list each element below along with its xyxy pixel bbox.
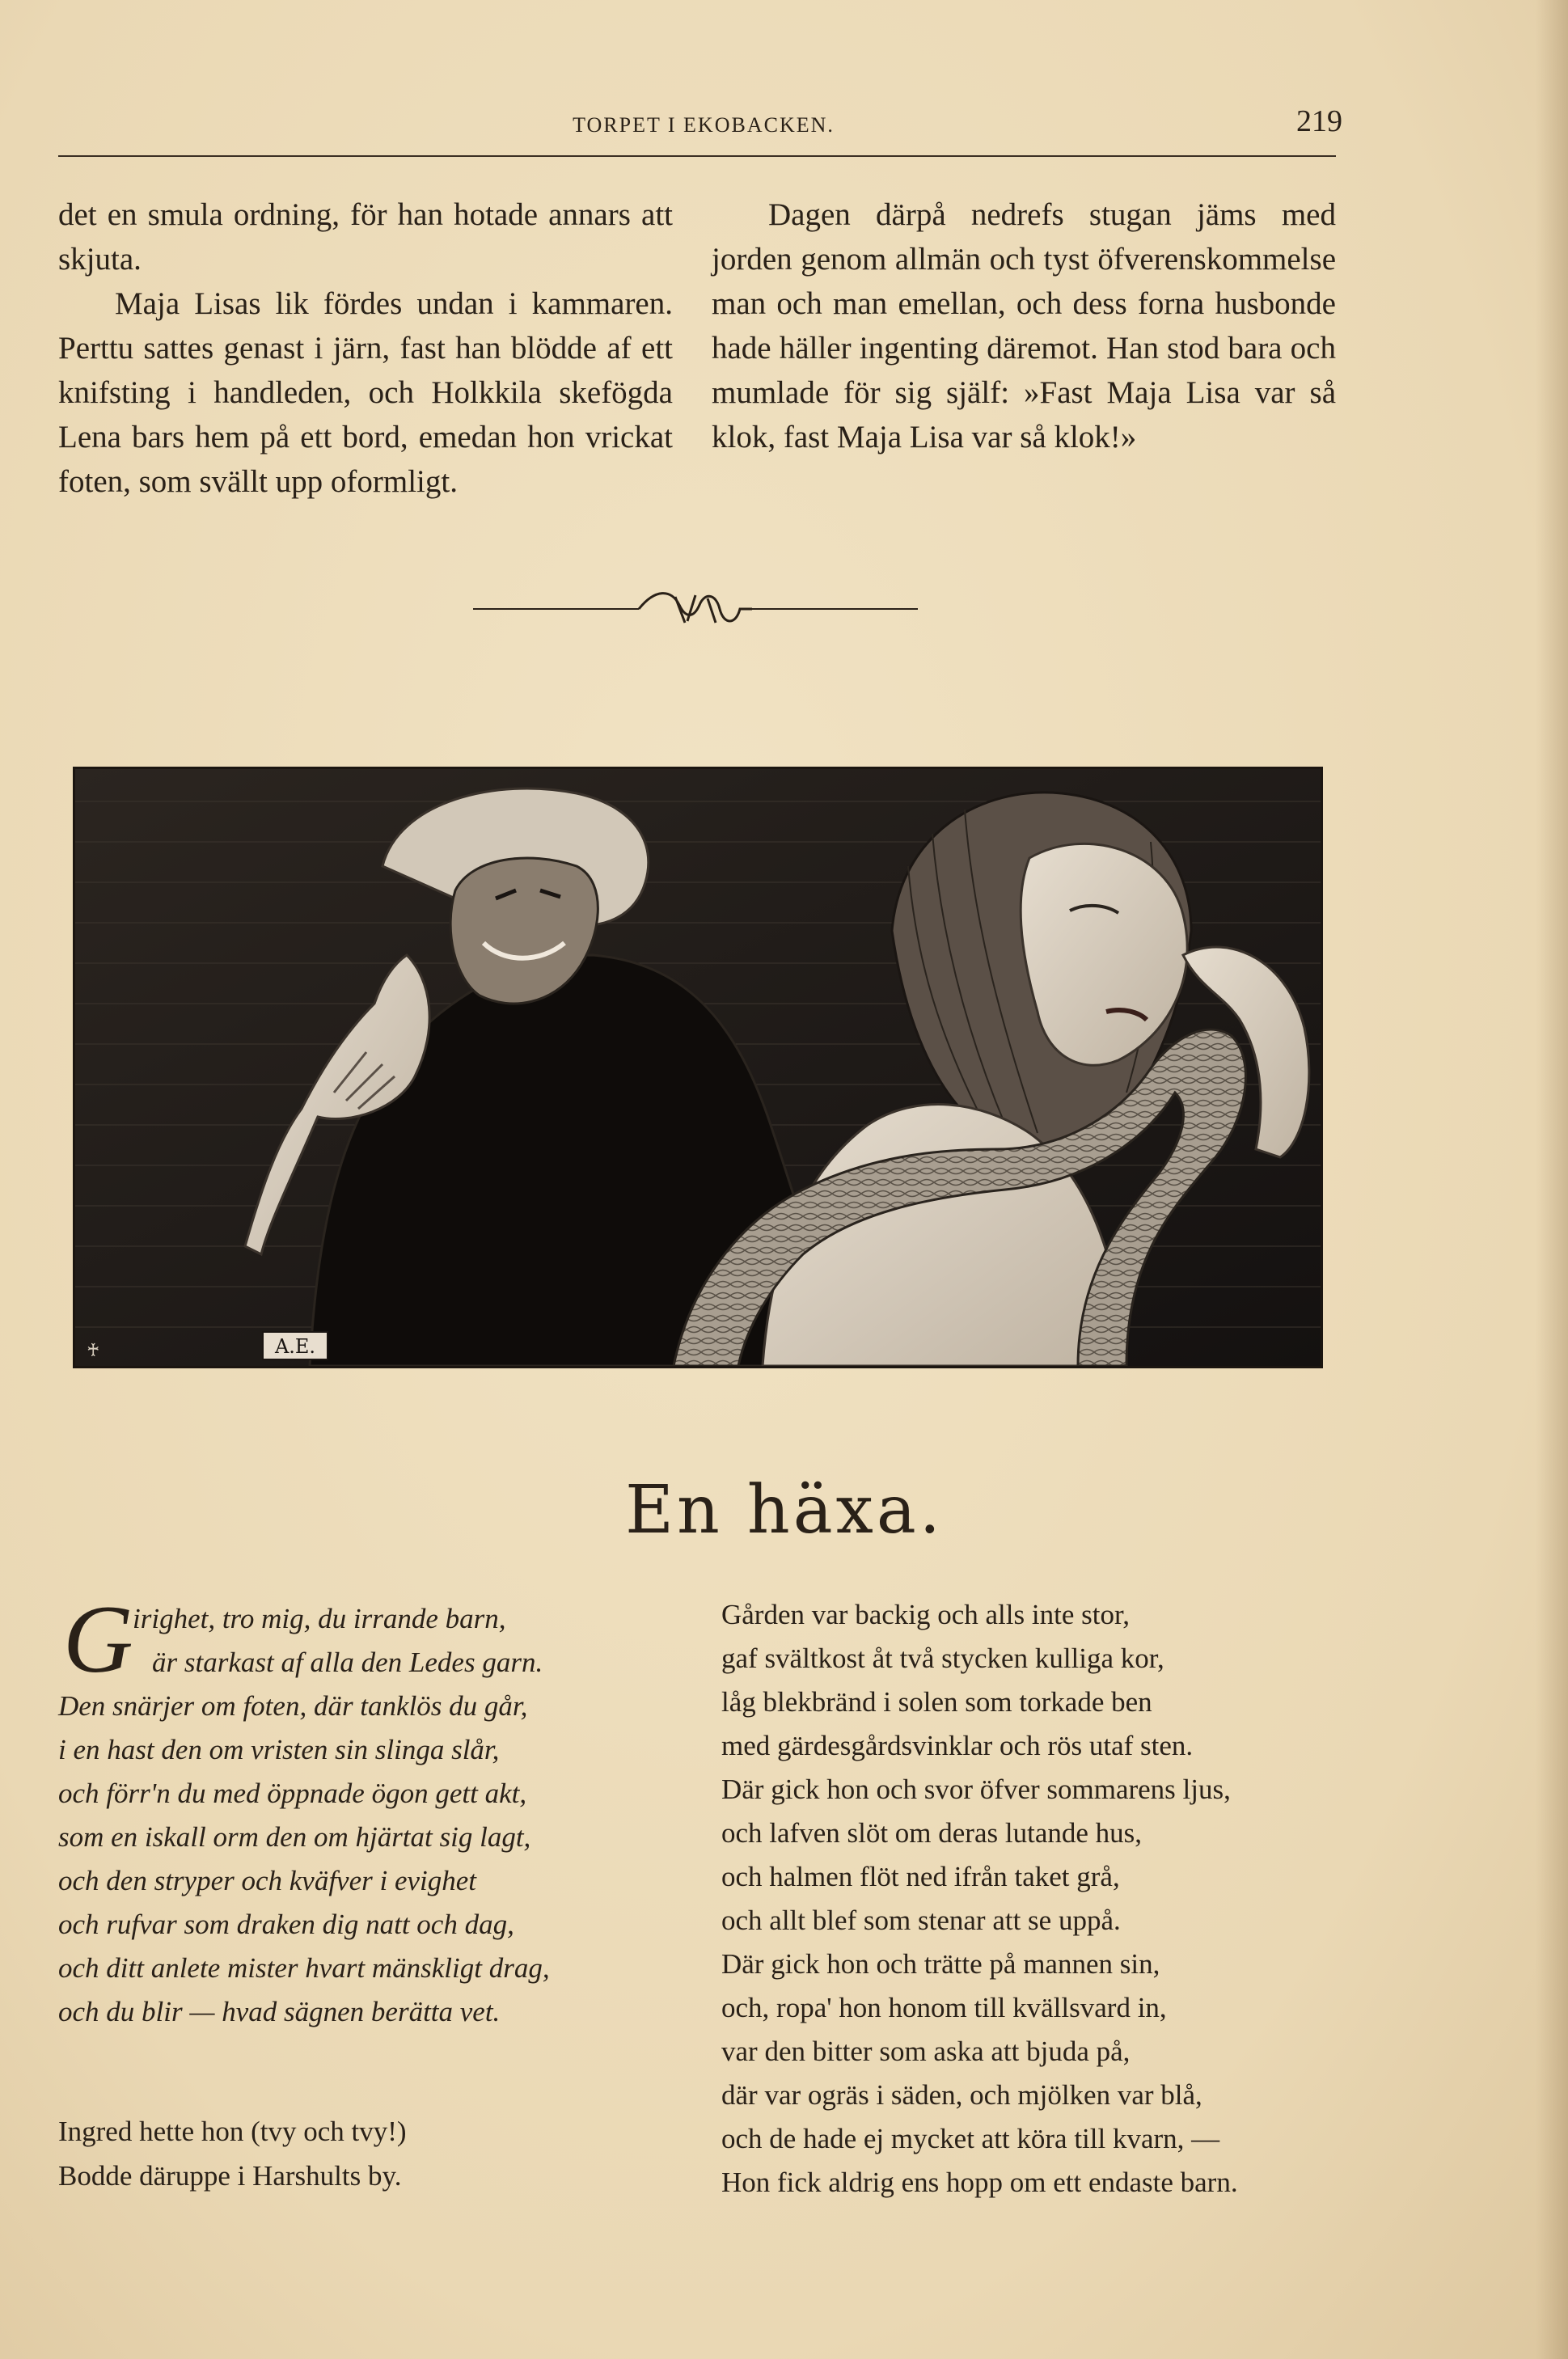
running-head: TORPET I EKOBACKEN.: [573, 113, 835, 137]
poem-line: Ingred hette hon (tvy och tvy!): [58, 2116, 407, 2147]
poem-line: och rufvar som draken dig natt och dag,: [58, 1909, 514, 1940]
page-edge-shadow: [1536, 0, 1568, 2359]
poem-left-column: [58, 1585, 673, 2034]
poem-line: Hon fick aldrig ens hopp om ett endaste barn.: [721, 2167, 1238, 2198]
poem-line: var den bitter som aska att bjuda på,: [721, 2036, 1131, 2067]
poem-line: låg blekbränd i solen som torkade ben: [721, 1686, 1152, 1718]
prose-paragraph: det en smula ordning, för han hotade annars att skjuta.: [58, 197, 673, 277]
prose-paragraph: Maja Lisas lik fördes undan i kammaren. Perttu sattes genast i järn, fast han blödde af ett knifsting i handleden, och Holkkila skefögda Lena bars hem på ett bord, emedan hon vrickat foten, som svällt upp oformligt.: [58, 286, 673, 499]
illustration-corner-mark: ♰: [87, 1341, 100, 1361]
poem-line: irighet, tro mig, du irrande barn,: [133, 1603, 506, 1634]
poem-line: och du blir — hvad sägnen berätta vet.: [58, 1996, 501, 2027]
poem-line: Där gick hon och trätte på mannen sin,: [721, 1948, 1160, 1980]
poem-line: med gärdesgårdsvinklar och rös utaf sten.: [721, 1730, 1194, 1761]
poem-line: gaf svältkost åt två stycken kulliga kor,: [721, 1642, 1164, 1674]
prose-left-column: [58, 192, 673, 504]
illustration-witch-and-woman: [73, 767, 1323, 1368]
poem-line: Där gick hon och svor öfver sommarens ljus,: [721, 1773, 1231, 1805]
illustration-art: [75, 769, 1321, 1366]
poem-line: och de hade ej mycket att köra till kvarn, —: [721, 2123, 1220, 2154]
page-number: 219: [1296, 104, 1342, 138]
header-rule: [58, 155, 1336, 157]
poem-line: och ditt anlete mister hvart mänskligt drag,: [58, 1952, 550, 1984]
poem-line: i en hast den om vristen sin slinga slår,: [58, 1734, 500, 1765]
poem-line: där var ogräs i säden, och mjölken var blå,: [721, 2079, 1202, 2111]
poem-line: och förr'n du med öppnade ögon gett akt,: [58, 1778, 527, 1809]
poem-line: och lafven slöt om deras lutande hus,: [721, 1817, 1143, 1849]
poem-right-column: [721, 1593, 1352, 2205]
poem-left-tail: [58, 2109, 673, 2198]
prose-paragraph: Dagen därpå nedrefs stugan jäms med jorden genom allmän och tyst öfverenskommelse man och man emellan, och dess forna husbonde hade häller ingenting däremot. Han stod bara och mumlade för sig själf: »Fast Maja Lisa var så klok, fast Maja Lisa var så klok!»: [712, 197, 1336, 454]
poem-line: Den snärjer om foten, där tanklös du går,: [58, 1690, 528, 1722]
poem-line: och den stryper och kväfver i evighet: [58, 1865, 477, 1896]
drop-cap: G: [63, 1585, 133, 1693]
poem-line: och halmen flöt ned ifrån taket grå,: [721, 1861, 1120, 1892]
illustration-monogram: A.E.: [274, 1335, 316, 1358]
poem-line: som en iskall orm den om hjärtat sig lagt,: [58, 1821, 531, 1853]
poem-title: En häxa.: [625, 1472, 944, 1549]
prose-right-column: [712, 192, 1336, 459]
ornament-divider: [473, 581, 918, 637]
poem-line: och, ropa' hon honom till kvällsvard in,: [721, 1992, 1167, 2023]
poem-line: Bodde däruppe i Harshults by.: [58, 2160, 402, 2192]
poem-line: och allt blef som stenar att se uppå.: [721, 1905, 1121, 1936]
poem-line: Gården var backig och alls inte stor,: [721, 1599, 1130, 1630]
poem-line: är starkast af alla den Ledes garn.: [152, 1647, 543, 1678]
